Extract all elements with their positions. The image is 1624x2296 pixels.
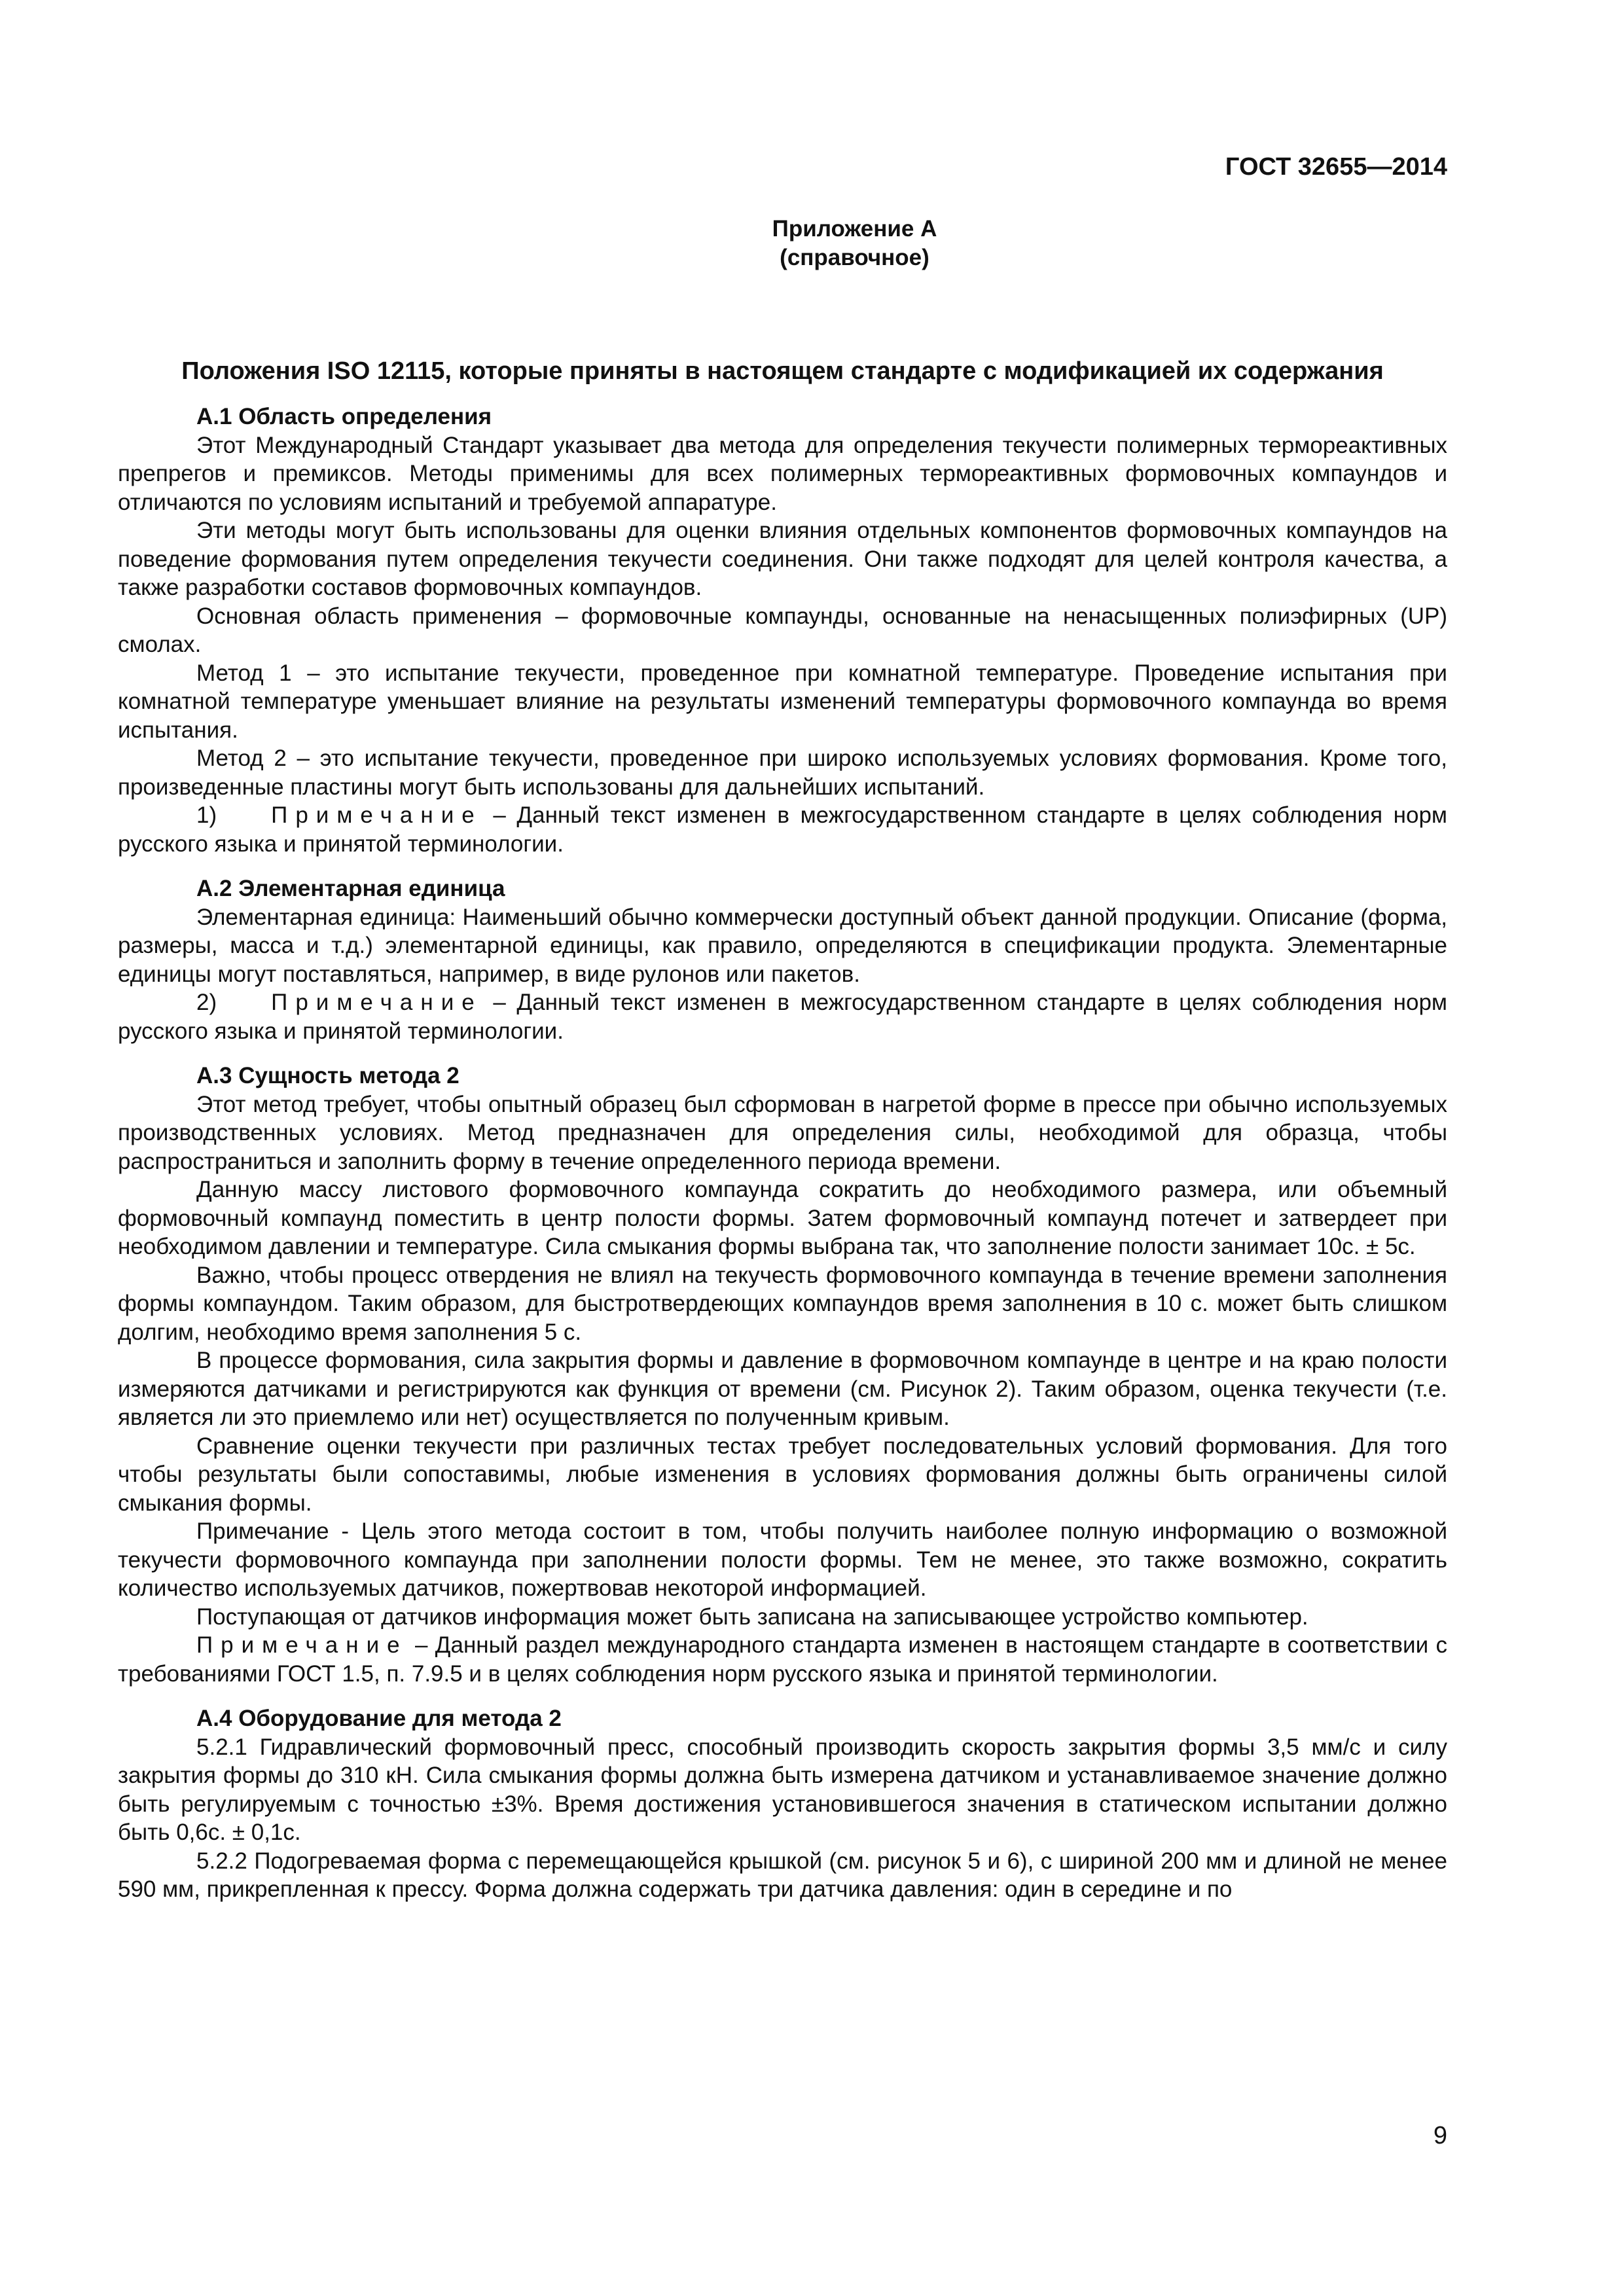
note-label: Примечание: [196, 1632, 408, 1658]
paragraph: Поступающая от датчиков информация может быть записана на записывающее устройство компьютер.: [196, 1604, 1308, 1630]
paragraph: Этот метод требует, чтобы опытный образец был сформован в нагретой форме в прессе при обычно используемых производственных условиях. Метод предназначен для определения силы, необходимой для образца, чтобы распространиться и заполнить форму в течение определенного периода времени.: [118, 1091, 1447, 1174]
note-number: 2): [196, 990, 217, 1015]
paragraph: Метод 2 – это испытание текучести, проведенное при широко используемых условиях формования. Кроме того, произведенные пластины могут быть использованы для дальнейших испытаний.: [118, 745, 1447, 800]
paragraph: Основная область применения – формовочные компаунды, основанные на ненасыщенных полиэфирных (UP) смолах.: [118, 603, 1447, 657]
section-a1-heading: А.1 Область определения: [196, 404, 492, 429]
annex-title: Положения ISO 12115, которые приняты в настоящем стандарте с модификацией их содержания: [181, 357, 1384, 385]
note-1: [118, 801, 1447, 858]
note-2: [118, 988, 1447, 1045]
note-text: – Данный раздел международного стандарта изменен в настоящем стандарте в соответствии с требованиями ГОСТ 1.5, п. 7.9.5 и в целях соблюдения норм русского языка и принятой терминологии.: [118, 1632, 1447, 1687]
note-text: – Данный текст изменен в межгосударственном стандарте в целях соблюдения норм русского языка и принятой терминологии.: [118, 990, 1447, 1044]
page-number: 9: [1433, 2122, 1447, 2149]
paragraph: Примечание - Цель этого метода состоит в том, чтобы получить наиболее полную информацию о возможной текучести формовочного компаунда при заполнении полости формы. Тем не менее, это также возможно, сократить количество используемых датчиков, пожертвовав некоторой информацией.: [118, 1518, 1447, 1601]
annex-label: Приложение А: [772, 216, 937, 242]
document-code: ГОСТ 32655—2014: [1225, 153, 1447, 181]
paragraph: В процессе формования, сила закрытия формы и давление в формовочном компаунде в центре и на краю полости измеряются датчиками и регистрируются как функция от времени (см. Рисунок 2). Таким образом, оценка текучести (т.е. является ли это приемлемо или нет) осуществляется по полученным кривым.: [118, 1348, 1447, 1430]
note-number: 1): [196, 802, 217, 828]
paragraph: Этот Международный Стандарт указывает два метода для определения текучести полимерных термореактивных препрегов и премиксов. Методы применимы для всех полимерных термореактивных формовочных компаундов и отличаются по условиям испытаний и требуемой аппаратуре.: [118, 432, 1447, 515]
note-3: [118, 1631, 1447, 1688]
section-a2-heading: А.2 Элементарная единица: [196, 876, 505, 901]
annex-type: (справочное): [780, 245, 929, 270]
annex-heading: [262, 215, 1447, 272]
paragraph: Элементарная единица: Наименьший обычно коммерчески доступный объект данной продукции. Описание (форма, размеры, масса и т.д.) элементарной единицы, как правило, определяются в спецификации продукта. Элементарные единицы могут поставляться, например, в виде рулонов или пакетов.: [118, 904, 1447, 987]
paragraph: Данную массу листового формовочного компаунда сократить до необходимого размера, или объемный формовочный компаунд поместить в центр полости формы. Затем формовочный компаунд потечет и затвердеет при необходимом давлении и температуре. Сила смыкания формы выбрана так, что заполнение полости занимает 10с. ± 5с.: [118, 1177, 1447, 1259]
paragraph: Метод 1 – это испытание текучести, проведенное при комнатной температуре. Проведение испытания при комнатной температуре уменьшает влияние на результаты изменений температуры формовочного компаунда во время испытания.: [118, 660, 1447, 743]
note-label: Примечание: [271, 802, 482, 828]
note-text: – Данный текст изменен в межгосударственном стандарте в целях соблюдения норм русского языка и принятой терминологии.: [118, 802, 1447, 857]
paragraph: 5.2.1 Гидравлический формовочный пресс, способный производить скорость закрытия формы 3,5 мм/с и силу закрытия формы до 310 кН. Сила смыкания формы должна быть измерена датчиком и устанавливаемое значение должно быть регулируемым с точностью ±3%. Время достижения установившегося значения в статическом испытании должно быть 0,6с. ± 0,1с.: [118, 1734, 1447, 1845]
page-content: [118, 215, 1447, 1904]
paragraph: Важно, чтобы процесс отвердения не влиял на текучесть формовочного компаунда в течение времени заполнения формы компаундом. Таким образом, для быстротвердеющих компаундов время заполнения в 10 с. может быть слишком долгим, необходимо время заполнения 5 с.: [118, 1262, 1447, 1345]
paragraph: 5.2.2 Подогреваемая форма с перемещающейся крышкой (см. рисунок 5 и 6), с шириной 200 мм и длиной не менее 590 мм, прикрепленная к прессу. Форма должна содержать три датчика давления: один в середине и по: [118, 1848, 1447, 1902]
section-a4-heading: А.4 Оборудование для метода 2: [196, 1706, 562, 1731]
paragraph: Эти методы могут быть использованы для оценки влияния отдельных компонентов формовочных компаундов на поведение формования путем определения текучести соединения. Они также подходят для целей контроля качества, а также разработки составов формовочных компаундов.: [118, 518, 1447, 600]
section-a3-heading: А.3 Сущность метода 2: [196, 1063, 460, 1088]
paragraph: Сравнение оценки текучести при различных тестах требует последовательных условий формования. Для того чтобы результаты были сопоставимы, любые изменения в условиях формования должны быть ограничены силой смыкания формы.: [118, 1433, 1447, 1516]
note-label: Примечание: [271, 990, 482, 1015]
